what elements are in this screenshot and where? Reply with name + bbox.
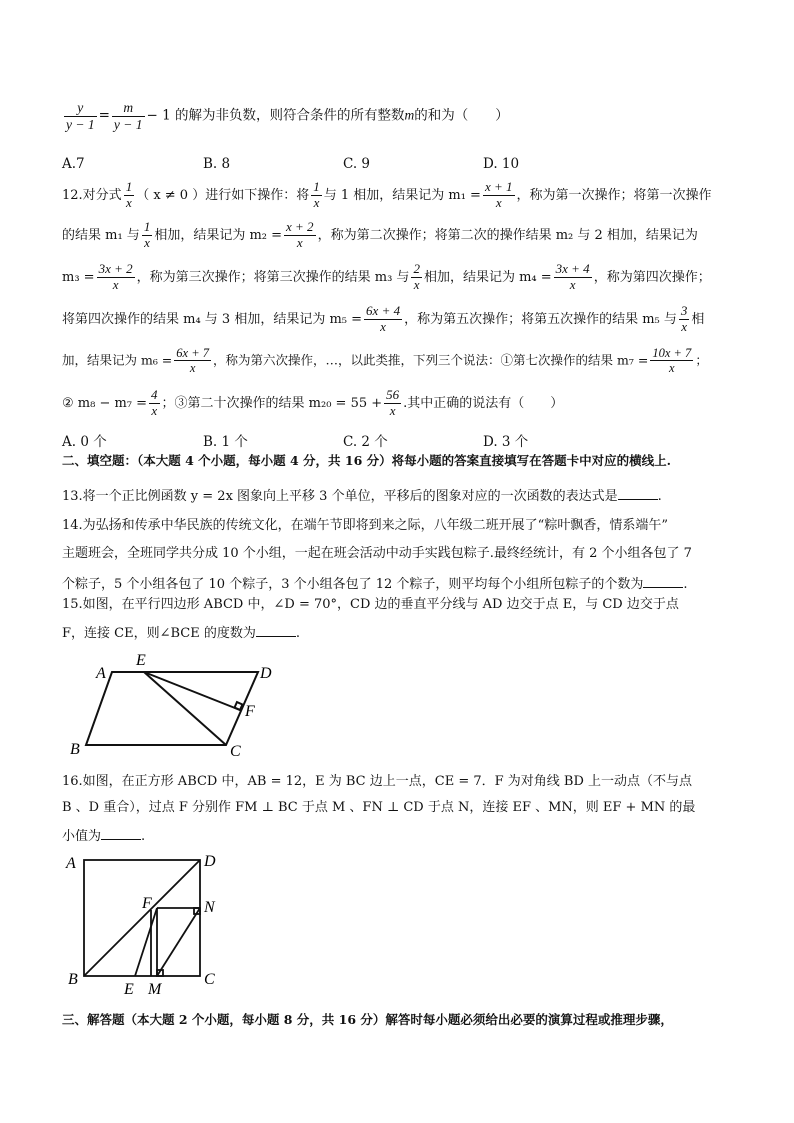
q11-option-b: B. 8	[203, 156, 231, 172]
q12-line-5: 加，结果记为 m₆ = $\frac{6x + 7}{x}$ ，称为第六次操作，…，以此类推，下列三个说法：①第七次操作的结果 m₇ = $\frac{10x + 7}{x}$ ；	[62, 346, 708, 376]
q16-diagonal-bd	[84, 860, 200, 976]
q11-option-a: A.7	[62, 156, 85, 172]
q16-label-d: D	[204, 853, 216, 870]
q15-segment-ec	[144, 672, 226, 745]
q11-frac-rhs: $\frac{m}{y - 1}$	[113, 100, 143, 132]
q12-frac-6x4: $\frac{6x + 4}{x}$	[366, 303, 401, 334]
q16-label-e: E	[124, 981, 134, 998]
q13-answer-blank[interactable]	[618, 487, 658, 500]
q16-label-c: C	[204, 971, 215, 988]
q16-line-2: B 、D 重合），过点 F 分别作 FM ⊥ BC 于点 M 、FN ⊥ CD 于点 N，连接 EF 、MN，则 EF + MN 的最	[62, 800, 696, 815]
q12-frac-1x-b: $\frac{1}{x}$	[313, 179, 320, 210]
q15-label-a: A	[96, 665, 106, 682]
section-3-heading: 三、解答题（本大题 2 个小题，每小题 8 分，共 16 分）解答时每小题必须给出必要的演算过程或推理步骤，	[62, 1012, 673, 1027]
q16-line-1: 16.如图，在正方形 ABCD 中，AB = 12，E 为 BC 边上一点，CE = 7．F 为对角线 BD 上一动点（不与点	[62, 774, 693, 789]
q12-frac-6x7: $\frac{6x + 7}{x}$	[176, 346, 210, 376]
q16-segment-ef	[135, 908, 157, 976]
q15-label-c: C	[230, 743, 241, 760]
q12-frac-4x: $\frac{4}{x}$	[151, 387, 158, 418]
q16-figure-square	[62, 848, 232, 998]
q15-label-f: F	[245, 703, 255, 720]
q12-line-4: 将第四次操作的结果 m₄ 与 3 相加，结果记为 m₅ = $\frac{6x + 4}{x}$ ，称为第五次操作；将第五次操作的结果 m₅ 与 $\frac{3}{x}$ 相	[62, 303, 705, 334]
q12-frac-1x: $\frac{1}{x}$	[125, 179, 133, 210]
q15-figure-parallelogram	[62, 650, 292, 760]
q16-label-a: A	[66, 855, 76, 872]
q16-label-b: B	[68, 971, 78, 988]
q12-option-a: A. 0 个	[62, 434, 107, 450]
q15-answer-blank[interactable]	[256, 624, 296, 637]
q11-option-c: C. 9	[343, 156, 371, 172]
q15-label-e: E	[136, 652, 146, 669]
q12-line-3: m₃ = $\frac{3x + 2}{x}$ ，称为第三次操作；将第三次操作的结果 m₃ 与 $\frac{2}{x}$ 相加，结果记为 m₄ = $\frac{3x + 4}{x}$ ，称为第四次操作；	[62, 261, 711, 292]
q15-line-2: F，连接 CE，则∠BCE 的度数为 .	[62, 626, 300, 641]
q15-label-b: B	[70, 741, 80, 758]
q12-frac-2x: $\frac{2}{x}$	[413, 261, 420, 292]
q16-segment-mn	[157, 908, 200, 976]
q12-frac-3x4: $\frac{3x + 4}{x}$	[555, 261, 590, 292]
section-2-heading: 二、填空题：（本大题 4 个小题，每小题 4 分，共 16 分）将每小题的答案直接填写在答题卡中对应的横线上.	[62, 453, 672, 468]
q12-option-b: B. 1 个	[203, 434, 248, 450]
q12-line-1: 12.对分式 $\frac{1}{x}$ （ x ≠ 0 ）进行如下操作：将 $\frac{1}{x}$ 与 1 相加，结果记为 m₁ = $\frac{x + 1}{x}$ ，称为第一次操作；将第一次操作	[62, 179, 712, 210]
q13-stem: 13.将一个正比例函数 y = 2x 图象向上平移 3 个单位，平移后的图象对应的一次函数的表达式是 .	[62, 489, 662, 504]
q12-line-2: 的结果 m₁ 与 $\frac{1}{x}$ 相加，结果记为 m₂ = $\frac{x + 2}{x}$ ，称为第二次操作；将第二次的操作结果 m₂ 与 2 相加，结果记为	[62, 219, 698, 250]
q12-frac-1x-c: $\frac{1}{x}$	[143, 219, 151, 250]
q12-frac-x1: $\frac{x + 1}{x}$	[484, 179, 513, 210]
q11-frac-lhs: $\frac{y}{y - 1}$	[66, 100, 95, 132]
q16-line-3: 小值为 .	[62, 829, 146, 844]
q12-option-d: D. 3 个	[483, 434, 529, 450]
q15-right-angle-mark	[235, 702, 243, 710]
q14-line-2: 主题班会，全班同学共分成 10 个小组，一起在班会活动中动手实践包粽子.最终经统计，有 2 个小组各包了 7	[62, 546, 692, 561]
q16-label-n: N	[204, 899, 215, 916]
q14-answer-blank[interactable]	[643, 575, 683, 588]
q12-frac-3x2: $\frac{3x + 2}{x}$	[98, 261, 133, 292]
q16-label-f: F	[142, 895, 152, 912]
q14-line-3: 个粽子，5 个小组各包了 10 个粽子，3 个小组各包了 12 个粽子，则平均每个小组所包粽子的个数为 .	[62, 577, 688, 592]
q15-line-1: 15.如图，在平行四边形 ABCD 中，∠D = 70°，CD 边的垂直平分线与 AD 边交于点 E，与 CD 边交于点	[62, 597, 679, 612]
q15-segment-ef	[144, 672, 240, 710]
q15-label-d: D	[260, 665, 272, 682]
q16-label-m: M	[148, 981, 162, 998]
q14-line-1: 14.为弘扬和传承中华民族的传统文化，在端午节即将到来之际，八年级二班开展了“粽叶飘香，情系端午”	[62, 518, 668, 533]
q12-frac-56x: $\frac{56}{x}$	[386, 387, 400, 418]
q12-option-c: C. 2 个	[343, 434, 388, 450]
q12-frac-10x7: $\frac{10x + 7}{x}$	[652, 346, 692, 376]
q12-frac-x2: $\frac{x + 2}{x}$	[286, 219, 314, 250]
q11-stem: $\frac{y}{y - 1}$ = $\frac{m}{y - 1}$ − 1 的解为非负数，则符合条件的所有整数m的和为（ ）	[66, 100, 509, 132]
q12-line-6: ② m₈ − m₇ = $\frac{4}{x}$ ；③第二十次操作的结果 m₂₀ = 55 + $\frac{56}{x}$ .其中正确的说法有（ ）	[62, 387, 564, 418]
q11-option-d: D. 10	[483, 156, 520, 172]
q12-frac-3x: $\frac{3}{x}$	[680, 303, 688, 334]
q16-answer-blank[interactable]	[101, 827, 141, 840]
